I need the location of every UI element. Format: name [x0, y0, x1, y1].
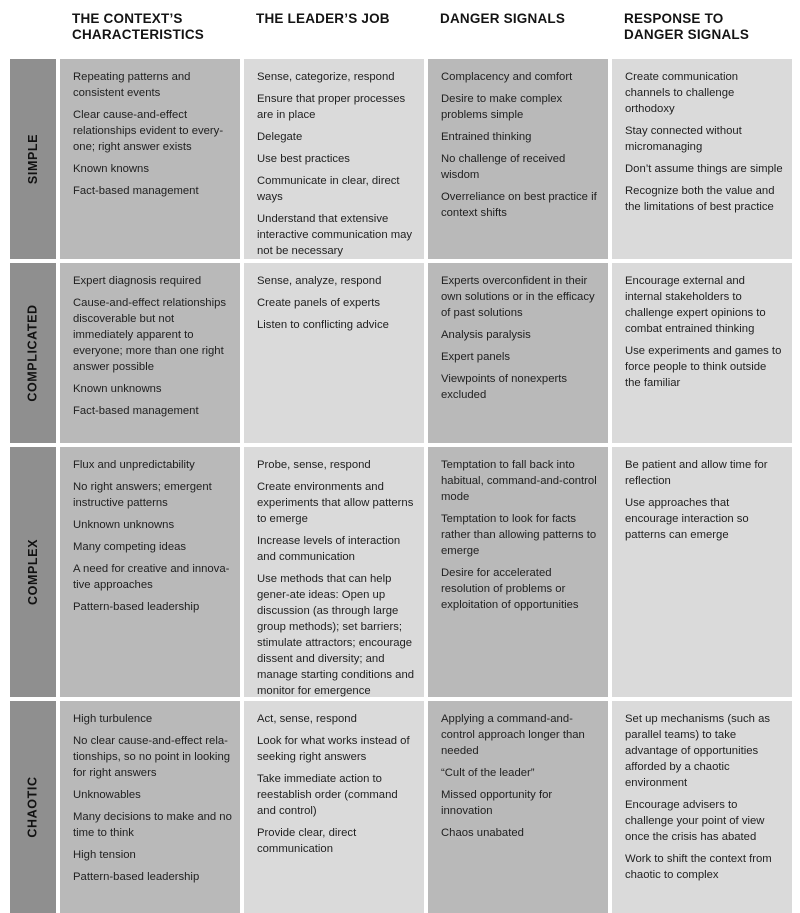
row-label-text: SIMPLE [26, 133, 41, 185]
cell-item: Clear cause-and-effect relationships evident to every-one; right answer exists [73, 109, 224, 153]
cell-item: Desire for accelerated resolution of problems or exploitation of opportunities [441, 567, 579, 611]
cell-item: High tension [73, 849, 136, 861]
cell-item: High turbulence [73, 713, 153, 725]
cell-complicated-characteristics [60, 263, 240, 443]
cell-item: Expert diagnosis required [73, 275, 202, 287]
cell-item: Delegate [257, 131, 303, 143]
cell-complicated-response [612, 263, 792, 443]
cell-item: Many competing ideas [73, 541, 187, 553]
cell-item: Look for what works instead of seeking right answers [257, 735, 410, 763]
header-leaders-job: THE LEADER’S JOB [256, 11, 390, 26]
cell-item: Encourage external and internal stakeholders to challenge expert opinions to combat entrained thinking [625, 275, 766, 335]
cell-item: No challenge of received wisdom [441, 153, 566, 181]
cell-item: Analysis paralysis [441, 329, 531, 341]
cell-simple-characteristics [60, 59, 240, 259]
cell-item: Sense, analyze, respond [257, 275, 382, 287]
cell-item: Missed opportunity for innovation [441, 789, 553, 817]
cell-item: Act, sense, respond [257, 713, 357, 725]
row-label-text: CHAOTIC [26, 776, 41, 838]
cell-item: Unknown unknowns [73, 519, 175, 531]
cell-item: Increase levels of interaction and communication [257, 535, 401, 563]
header-response: RESPONSE TO DANGER SIGNALS [624, 11, 750, 42]
cell-item: Pattern-based leadership [73, 601, 200, 613]
cell-complicated-danger-signals [428, 263, 608, 443]
cell-item: Chaos unabated [441, 827, 524, 839]
corner-header [10, 3, 56, 55]
cell-item: Cause-and-effect relationships discoverable but not immediately apparent to everyone; more than one right answer possible [73, 297, 227, 373]
cell-item: Desire to make complex problems simple [441, 93, 563, 121]
row-label-complex [10, 447, 56, 697]
cell-item: Entrained thinking [441, 131, 532, 143]
cell-complex-response [612, 447, 792, 697]
cell-item: Use methods that can help gener-ate ideas: Open up discussion (as through large group methods); set barriers; stimulate attractors; encourage dissent and diversity; and manage starting conditions and monitor for emergence [257, 573, 415, 697]
cell-item: Unknowables [73, 789, 141, 801]
cell-item: Sense, categorize, respond [257, 71, 395, 83]
cell-item: Viewpoints of nonexperts excluded [441, 373, 568, 401]
cell-item: Create communication channels to challenge orthodoxy [625, 71, 739, 115]
row-label-text: COMPLICATED [26, 304, 40, 402]
cell-chaotic-leaders-job [244, 701, 424, 913]
cell-complicated-leaders-job [244, 263, 424, 443]
cell-chaotic-response [612, 701, 792, 913]
cell-item: Known knowns [73, 163, 149, 175]
cell-item: Repeating patterns and consistent events [73, 71, 191, 99]
cell-item: Communicate in clear, direct ways [257, 175, 400, 203]
cell-item: Probe, sense, respond [257, 459, 371, 471]
cell-simple-danger-signals [428, 59, 608, 259]
cell-chaotic-characteristics [60, 701, 240, 913]
cell-item: Temptation to look for facts rather than allowing patterns to emerge [441, 513, 597, 557]
cell-item: Use best practices [257, 153, 350, 165]
cell-item: Create panels of experts [257, 297, 381, 309]
cell-chaotic-danger-signals [428, 701, 608, 913]
cell-item: Create environments and experiments that allow patterns to emerge [257, 481, 414, 525]
cell-item: Pattern-based leadership [73, 871, 200, 883]
cell-item: Experts overconfident in their own solutions or in the efficacy of past solutions [441, 275, 595, 319]
cell-item: Encourage advisers to challenge your point of view once the crisis has abated [625, 799, 765, 843]
cell-simple-response [612, 59, 792, 259]
cell-item: Be patient and allow time for reflection [625, 459, 768, 487]
cell-item: Stay connected without micromanaging [625, 125, 742, 153]
cell-item: Overreliance on best practice if context shifts [441, 191, 597, 219]
cell-complex-leaders-job [244, 447, 424, 697]
cell-item: Many decisions to make and no time to think [73, 811, 232, 839]
cell-item: Provide clear, direct communication [257, 827, 357, 855]
cell-item: Ensure that proper processes are in place [257, 93, 406, 121]
cell-item: Flux and unpredictability [73, 459, 195, 471]
cell-item: Take immediate action to reestablish order (command and control) [257, 773, 398, 817]
cell-item: No right answers; emergent instructive patterns [73, 481, 212, 509]
cell-item: “Cult of the leader” [441, 767, 535, 779]
cell-item: No clear cause-and-effect rela-tionships, so no point in looking for right answers [73, 735, 231, 779]
cell-item: A need for creative and innova-tive approaches [73, 563, 230, 591]
cell-simple-leaders-job [244, 59, 424, 259]
cell-item: Fact-based management [73, 185, 199, 197]
cell-item: Temptation to fall back into habitual, command-and-control mode [441, 459, 597, 503]
cell-complex-characteristics [60, 447, 240, 697]
row-label-text: COMPLEX [26, 538, 41, 606]
cell-item: Understand that extensive interactive communication may not be necessary [257, 213, 413, 257]
cell-item: Complacency and comfort [441, 71, 573, 83]
cell-item: Known unknowns [73, 383, 162, 395]
row-label-simple [10, 59, 56, 259]
cell-item: Use experiments and games to force people to think outside the familiar [625, 345, 782, 389]
cell-item: Don’t assume things are simple [625, 163, 783, 175]
cell-item: Applying a command-and-control approach longer than needed [441, 713, 585, 757]
cell-item: Expert panels [441, 351, 511, 363]
cell-item: Fact-based management [73, 405, 199, 417]
cell-item: Use approaches that encourage interaction so patterns can emerge [625, 497, 749, 541]
row-label-chaotic [10, 701, 56, 913]
row-label-complicated [10, 263, 56, 443]
cell-item: Work to shift the context from chaotic to complex [625, 853, 772, 881]
cell-item: Listen to conflicting advice [257, 319, 389, 331]
cell-item: Recognize both the value and the limitations of best practice [625, 185, 775, 213]
cell-item: Set up mechanisms (such as parallel teams) to take advantage of opportunities afforded by a chaotic environment [625, 713, 771, 789]
cell-complex-danger-signals [428, 447, 608, 697]
header-characteristics: THE CONTEXT’S CHARACTERISTICS [72, 11, 205, 42]
header-danger-signals: DANGER SIGNALS [440, 11, 566, 26]
